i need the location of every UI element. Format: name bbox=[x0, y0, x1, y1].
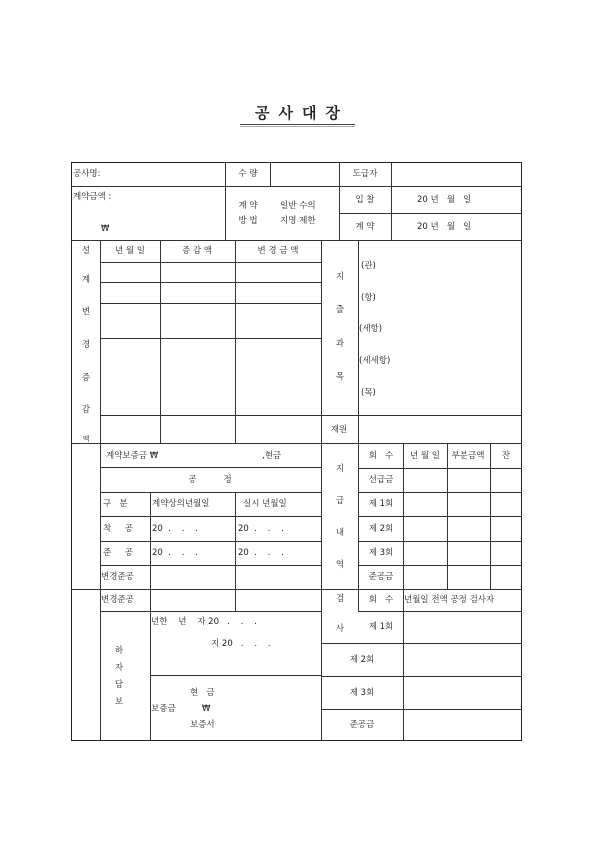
row-divider bbox=[100, 565, 321, 566]
bid-label: 입 찰 bbox=[355, 195, 375, 205]
quantity-label: 수 량 bbox=[238, 169, 258, 179]
spending-label: 출 bbox=[335, 305, 345, 315]
row-divider bbox=[358, 516, 522, 517]
row-divider bbox=[339, 213, 522, 214]
title-underline bbox=[240, 124, 355, 125]
payment-row: 제 2회 bbox=[368, 524, 394, 534]
row-divider bbox=[100, 611, 321, 612]
inspection-side-label: 검 bbox=[335, 594, 345, 604]
account-item: (항) bbox=[361, 293, 376, 303]
start-contract-date: 20 . . . bbox=[152, 524, 198, 534]
inspection-side-label: 사 bbox=[335, 624, 345, 634]
defect-label: 자 bbox=[114, 663, 124, 673]
spending-label: 목 bbox=[335, 372, 345, 382]
completion-actual-date: 20 . . . bbox=[238, 548, 284, 558]
payment-col-partial: 부분금액 bbox=[451, 451, 485, 461]
row-divider bbox=[100, 541, 321, 542]
row-divider bbox=[150, 675, 321, 676]
inspection-col-round: 회 수 bbox=[368, 595, 394, 605]
changed-completion-label: 변경준공 bbox=[101, 572, 134, 582]
col-actual-date-header: 실시 년월일 bbox=[243, 499, 287, 509]
col-divider bbox=[160, 240, 161, 443]
start-actual-date: 20 . . . bbox=[238, 524, 284, 534]
row-divider bbox=[358, 468, 522, 469]
account-item: (세세항) bbox=[359, 356, 391, 366]
payment-side-label: 급 bbox=[335, 496, 345, 506]
col-divider bbox=[225, 162, 226, 240]
col-changed-amount-header: 변 경 금 액 bbox=[257, 246, 299, 256]
col-contract-date-header: 계약상의년월일 bbox=[152, 499, 210, 509]
spending-label: 과 bbox=[335, 339, 345, 349]
row-divider bbox=[321, 643, 522, 644]
deposit-label: 보증금 bbox=[151, 704, 176, 714]
side-label: 설 bbox=[81, 246, 91, 256]
cash-label: ,현금 bbox=[262, 451, 282, 461]
row-divider bbox=[100, 467, 321, 468]
col-change-header: 증 감 액 bbox=[181, 246, 213, 256]
inspection-col-info: 년월일 전액 공정 검사자 bbox=[404, 595, 495, 605]
deposit-cash-label: 현 금 bbox=[190, 688, 215, 698]
project-name-label: 공사명: bbox=[73, 169, 101, 179]
won-symbol: ₩ bbox=[101, 224, 110, 234]
row-divider bbox=[321, 589, 522, 590]
account-item: (관) bbox=[361, 261, 376, 271]
defect-label: 보 bbox=[114, 697, 124, 707]
side-label: 증 bbox=[81, 373, 91, 383]
row-divider bbox=[100, 303, 321, 304]
inspection-row: 제 3회 bbox=[349, 688, 375, 698]
payment-col-date: 년 월 일 bbox=[409, 451, 441, 461]
payment-side-label: 역 bbox=[335, 560, 345, 570]
col-divider bbox=[490, 443, 491, 589]
row-divider bbox=[358, 565, 522, 566]
account-item: (목) bbox=[361, 388, 376, 398]
payment-row: 준공금 bbox=[368, 572, 394, 582]
row-divider bbox=[100, 338, 321, 339]
completion-contract-date: 20 . . . bbox=[152, 548, 198, 558]
contract-amount-label: 계약금액 : bbox=[73, 192, 112, 202]
contract-method-label: 계 약 bbox=[238, 201, 258, 211]
start-label: 착 공 bbox=[103, 524, 133, 534]
col-divider bbox=[235, 492, 236, 611]
col-divider bbox=[358, 443, 359, 611]
completion-label: 준 공 bbox=[103, 548, 133, 558]
side-label: 경 bbox=[81, 340, 91, 350]
contract-method-label: 방 법 bbox=[238, 216, 258, 226]
row-divider bbox=[71, 443, 522, 444]
side-label: 액 bbox=[82, 435, 90, 443]
col-category-header: 구 분 bbox=[103, 499, 128, 509]
deposit-won: ₩ bbox=[202, 704, 211, 714]
row-divider bbox=[71, 240, 522, 241]
method-option: 일반 수의 bbox=[280, 201, 316, 211]
payment-row: 제 3회 bbox=[368, 548, 394, 558]
contractor-label: 도급자 bbox=[352, 169, 378, 179]
changed-completion-label: 변경준공 bbox=[101, 595, 134, 605]
contract-label: 계 약 bbox=[355, 222, 375, 232]
warranty-period: 년한 년 자 20 . . . bbox=[151, 617, 257, 627]
row-divider bbox=[100, 516, 321, 517]
defect-label: 하 bbox=[114, 646, 124, 656]
method-option: 지명 제한 bbox=[280, 216, 316, 226]
bond-label: 보증서 bbox=[190, 720, 215, 730]
page-title: 공사대장 bbox=[255, 104, 349, 122]
col-divider bbox=[270, 162, 271, 186]
inspection-row: 제 2회 bbox=[349, 655, 375, 665]
payment-row: 제 1회 bbox=[368, 499, 394, 509]
row-divider bbox=[358, 492, 522, 493]
spending-label: 지 bbox=[335, 272, 345, 282]
col-date-header: 년 월 일 bbox=[114, 246, 146, 256]
row-divider bbox=[71, 589, 321, 590]
col-divider bbox=[321, 240, 322, 741]
side-label: 계 bbox=[81, 275, 91, 285]
inspection-row: 제 1회 bbox=[368, 622, 394, 632]
contract-date: 20 년 월 일 bbox=[417, 222, 472, 232]
col-divider bbox=[339, 162, 340, 240]
row-divider bbox=[100, 415, 522, 416]
deposit-line: 계약보증금 ₩ bbox=[106, 451, 159, 461]
payment-row: 선급금 bbox=[368, 475, 394, 485]
row-divider bbox=[100, 262, 321, 263]
row-divider bbox=[321, 709, 522, 710]
row-divider bbox=[71, 186, 522, 187]
side-label: 감 bbox=[81, 405, 91, 415]
progress-header: 공 정 bbox=[188, 475, 232, 485]
account-item: (세항) bbox=[359, 324, 383, 334]
row-divider bbox=[358, 541, 522, 542]
payment-col-round: 회 수 bbox=[368, 451, 394, 461]
col-divider bbox=[100, 240, 101, 741]
row-divider bbox=[321, 676, 522, 677]
bid-date: 20 년 월 일 bbox=[417, 195, 472, 205]
inspection-row: 준공금 bbox=[349, 720, 375, 730]
row-divider bbox=[100, 282, 321, 283]
col-divider bbox=[235, 240, 236, 443]
defect-label: 담 bbox=[114, 680, 124, 690]
row-divider bbox=[358, 611, 522, 612]
funding-label: 재원 bbox=[330, 425, 348, 435]
warranty-to: 지 20 . . . bbox=[211, 639, 271, 649]
side-label: 변 bbox=[81, 307, 91, 317]
payment-col-balance: 잔 bbox=[501, 451, 511, 461]
col-divider bbox=[403, 443, 404, 741]
col-divider bbox=[391, 162, 392, 240]
payment-side-label: 지 bbox=[335, 464, 345, 474]
col-divider bbox=[447, 443, 448, 589]
title-underline bbox=[240, 126, 355, 127]
row-divider bbox=[100, 492, 321, 493]
payment-side-label: 내 bbox=[335, 528, 345, 538]
col-divider bbox=[358, 240, 359, 443]
